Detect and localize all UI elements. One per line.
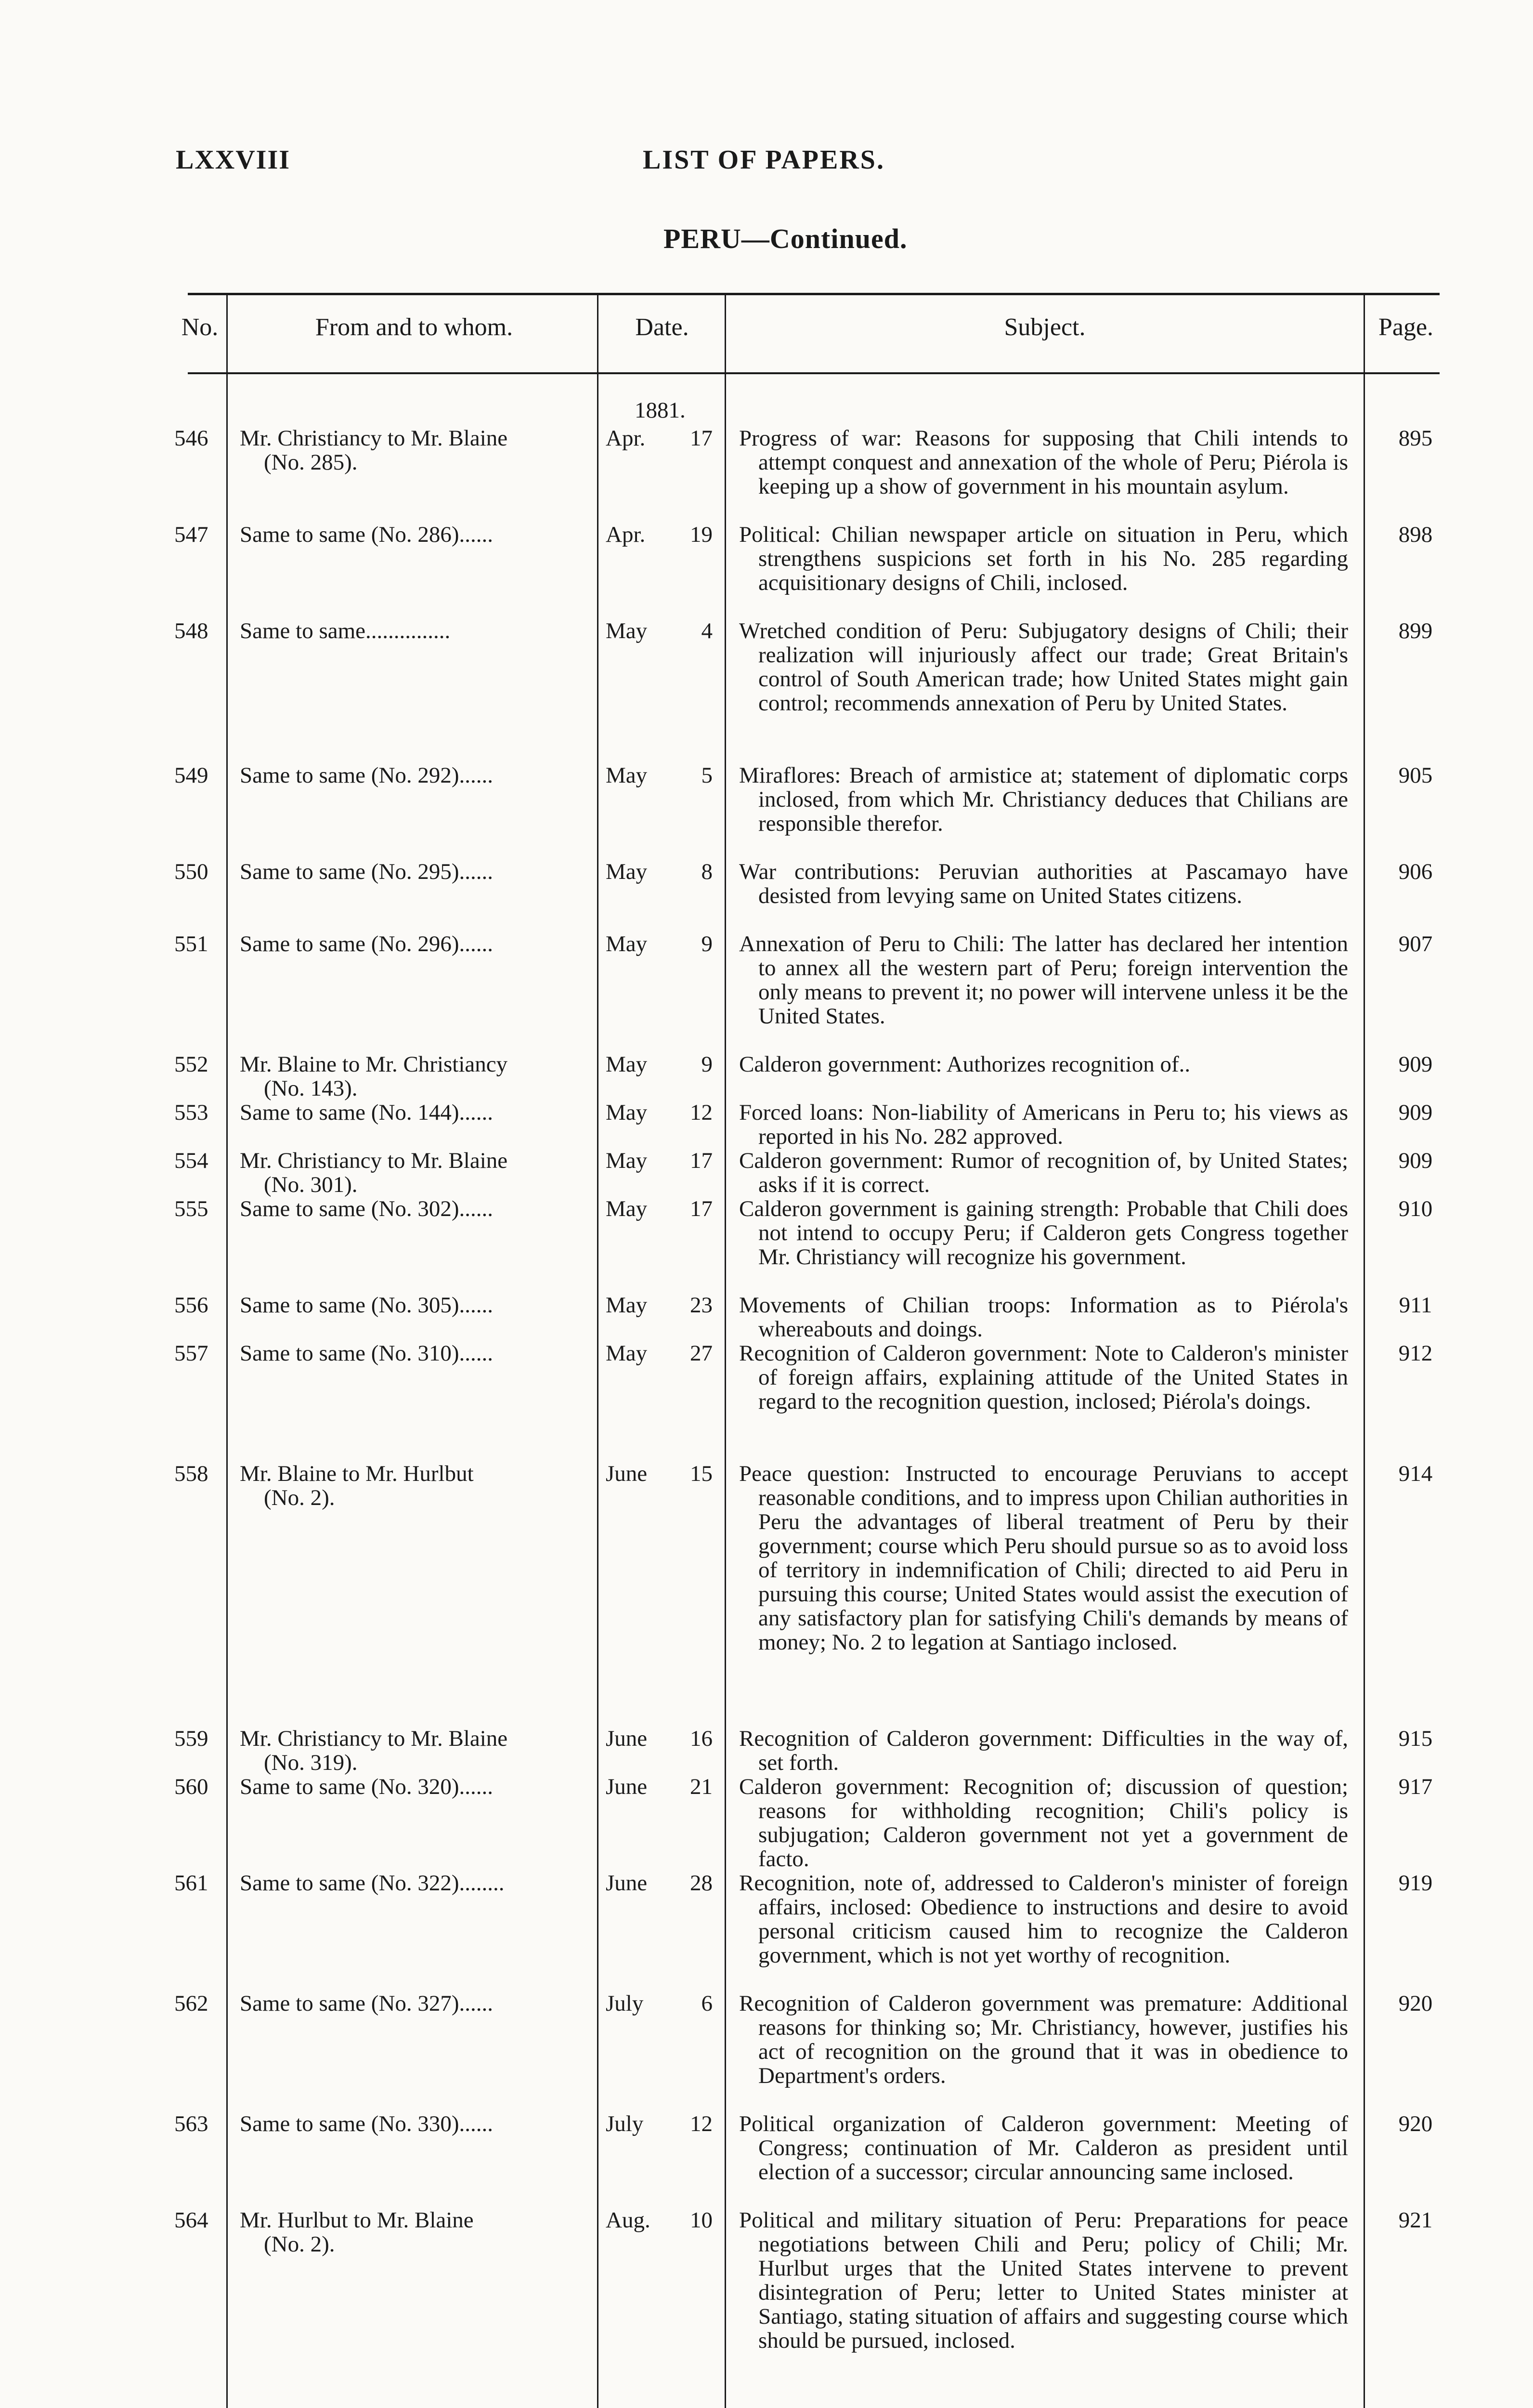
from-to-text: Same to same (No. 320)...... <box>240 1774 494 1799</box>
subject-cell <box>739 763 1348 836</box>
date-month: June <box>606 1726 648 1751</box>
page-reference: 909 <box>1398 1100 1433 1125</box>
subject-text: War contributions: Peruvian authorities at Pascamayo have desisted from levying same on United States citizens. <box>739 859 1348 908</box>
subject-cell <box>739 1100 1348 1149</box>
from-to-cell <box>240 1293 596 1317</box>
column-header-page: Page. <box>1378 314 1434 341</box>
row-number: 556 <box>174 1293 208 1318</box>
date-day: 19 <box>690 522 713 547</box>
row-number: 550 <box>174 859 208 884</box>
from-to-text: Same to same (No. 295)...... <box>240 859 494 884</box>
date-day: 6 <box>701 1991 713 2016</box>
row-number: 561 <box>174 1871 208 1896</box>
date-day: 4 <box>701 618 713 643</box>
from-to-text: Mr. Blaine to Mr. Hurlbut <box>240 1461 474 1486</box>
header-rule <box>188 372 1440 374</box>
page-reference: 912 <box>1398 1341 1433 1366</box>
date-day: 12 <box>690 1100 713 1125</box>
from-to-text: Same to same (No. 305)...... <box>240 1293 494 1318</box>
subject-text: Recognition, note of, addressed to Calderon's minister of foreign affairs, inclosed: Obedience to instructions and desire to avoid personal criticism caused him to recognize the Calderon government, which is not yet worthy of recognition. <box>739 1871 1348 1968</box>
year-label: 1881. <box>635 398 686 423</box>
date-month: May <box>606 618 648 643</box>
date-month: May <box>606 1100 648 1125</box>
date-month: May <box>606 859 648 884</box>
from-to-text: Same to same (No. 310)...... <box>240 1341 494 1366</box>
subject-text: Recognition of Calderon government was premature: Additional reasons for thinking so; Mr. Christiancy, however, justifies his act of recognition on the ground that it was in obedience to Department's orders. <box>739 1991 1348 2088</box>
subject-cell <box>739 1293 1348 1341</box>
date-month: May <box>606 1148 648 1173</box>
subject-cell <box>739 1149 1348 1197</box>
from-to-cell <box>240 2208 596 2256</box>
page-reference: 895 <box>1398 426 1433 451</box>
from-to-text: Mr. Hurlbut to Mr. Blaine <box>240 2208 474 2233</box>
from-to-cell <box>240 2112 596 2136</box>
page-reference: 917 <box>1398 1774 1433 1799</box>
row-number: 563 <box>174 2111 208 2136</box>
from-to-text: Same to same (No. 292)...... <box>240 763 494 788</box>
date-day: 23 <box>690 1293 713 1318</box>
subject-cell <box>739 619 1348 715</box>
from-to-cell <box>240 426 596 474</box>
date-month: May <box>606 763 648 788</box>
date-month: Apr. <box>606 426 646 451</box>
page-reference: 899 <box>1398 618 1433 643</box>
column-divider <box>725 295 726 2408</box>
from-to-cell <box>240 1149 596 1197</box>
subject-text: Calderon government: Authorizes recognition of.. <box>739 1052 1191 1077</box>
subject-text: Peace question: Instructed to encourage Peruvians to accept reasonable conditions, and to impress upon Chilian authorities in Peru the advantages of liberal treatment of Peru by their government; course which Peru should pursue so as to avoid loss of territory in indemnification of Chili; directed to aid Peru in pursuing this course; United States would assist the execution of any satisfactory plan for satisfying Chili's demands by means of money; No. 2 to legation at Santiago inclosed. <box>739 1461 1348 1655</box>
subject-text: Forced loans: Non-liability of Americans in Peru to; his views as reported in his No. 282 approved. <box>739 1100 1348 1149</box>
from-to-cell <box>240 1727 596 1775</box>
row-number: 560 <box>174 1774 208 1799</box>
column-header-from: From and to whom. <box>315 314 513 341</box>
from-to-cell <box>240 932 596 956</box>
date-day: 17 <box>690 1196 713 1221</box>
page-reference: 907 <box>1398 931 1433 956</box>
page-reference: 921 <box>1398 2208 1433 2233</box>
subject-cell <box>739 2208 1348 2353</box>
page-reference: 898 <box>1398 522 1433 547</box>
subject-cell <box>739 1341 1348 1413</box>
subject-text: Wretched condition of Peru: Subjugatory designs of Chili; their realization will injuriously affect our trade; Great Britain's control of South American trade; how United States might gain control; recommends annexation of Peru by United States. <box>739 618 1348 716</box>
from-to-cell <box>240 860 596 884</box>
subject-cell <box>739 860 1348 908</box>
from-to-text: Mr. Christiancy to Mr. Blaine <box>240 1726 508 1751</box>
from-to-text: Mr. Christiancy to Mr. Blaine <box>240 426 508 451</box>
from-to-cell <box>240 1052 596 1100</box>
dispatch-number: (No. 143). <box>264 1076 358 1101</box>
column-divider <box>226 295 228 2408</box>
date-month: May <box>606 1293 648 1318</box>
page-reference: 915 <box>1398 1726 1433 1751</box>
row-number: 548 <box>174 618 208 643</box>
page-reference: 906 <box>1398 859 1433 884</box>
row-number: 547 <box>174 522 208 547</box>
row-number: 549 <box>174 763 208 788</box>
date-day: 12 <box>690 2111 713 2136</box>
column-header-subject: Subject. <box>1004 314 1086 341</box>
top-rule <box>188 293 1440 295</box>
dispatch-number: (No. 301). <box>264 1172 358 1197</box>
date-day: 9 <box>701 931 713 956</box>
date-day: 8 <box>701 859 713 884</box>
page-reference: 909 <box>1398 1052 1433 1077</box>
subject-cell <box>739 426 1348 498</box>
from-to-text: Same to same (No. 286)...... <box>240 522 494 547</box>
from-to-text: Same to same (No. 327)...... <box>240 1991 494 2016</box>
date-month: May <box>606 1341 648 1366</box>
subject-text: Calderon government: Rumor of recognition of, by United States; asks if it is correct. <box>739 1148 1348 1197</box>
dispatch-number: (No. 319). <box>264 1750 358 1775</box>
from-to-text: Same to same (No. 144)...... <box>240 1100 494 1125</box>
from-to-text: Same to same (No. 302)...... <box>240 1196 494 1221</box>
dispatch-number: (No. 2). <box>264 1485 335 1510</box>
date-month: July <box>606 2111 644 2136</box>
page-reference: 920 <box>1398 1991 1433 2016</box>
from-to-text: Same to same............... <box>240 618 451 643</box>
from-to-text: Same to same (No. 322)........ <box>240 1871 505 1896</box>
row-number: 555 <box>174 1196 208 1221</box>
column-header-date: Date. <box>635 314 689 341</box>
from-to-cell <box>240 1991 596 2015</box>
from-to-cell <box>240 763 596 787</box>
column-divider <box>597 295 598 2408</box>
date-day: 5 <box>701 763 713 788</box>
page-reference: 910 <box>1398 1196 1433 1221</box>
subject-text: Recognition of Calderon government: Note to Calderon's minister of foreign affairs, explaining attitude of the United States in regard to the recognition question, inclosed; Piérola's doings. <box>739 1341 1348 1414</box>
date-day: 28 <box>690 1871 713 1896</box>
date-month: May <box>606 1196 648 1221</box>
page-reference: 914 <box>1398 1461 1433 1486</box>
row-number: 554 <box>174 1148 208 1173</box>
page-reference: 905 <box>1398 763 1433 788</box>
page-reference: 919 <box>1398 1871 1433 1896</box>
date-month: Aug. <box>606 2208 650 2233</box>
subject-text: Political organization of Calderon government: Meeting of Congress; continuation of Mr. Calderon as president until election of a successor; circular announcing same inclosed. <box>739 2111 1348 2185</box>
from-to-text: Same to same (No. 296)...... <box>240 931 494 956</box>
date-month: Apr. <box>606 522 646 547</box>
from-to-cell <box>240 1100 596 1125</box>
date-month: June <box>606 1774 648 1799</box>
row-number: 558 <box>174 1461 208 1486</box>
subject-text: Political: Chilian newspaper article on situation in Peru, which strengthens suspicions set forth in his No. 285 regarding acquisitionary designs of Chili, inclosed. <box>739 522 1348 595</box>
subject-cell <box>739 2112 1348 2184</box>
subject-cell <box>739 1727 1348 1775</box>
page-title: LIST OF PAPERS. <box>643 145 885 175</box>
column-header-no: No. <box>181 314 219 341</box>
date-day: 27 <box>690 1341 713 1366</box>
date-day: 21 <box>690 1774 713 1799</box>
section-subtitle: PERU—Continued. <box>663 223 908 254</box>
subject-text: Calderon government is gaining strength: Probable that Chili does not intend to occupy Peru; if Calderon gets Congress together Mr. Christiancy will recognize his government. <box>739 1196 1348 1269</box>
dispatch-number: (No. 285). <box>264 450 358 475</box>
subject-cell <box>739 1775 1348 1871</box>
date-day: 16 <box>690 1726 713 1751</box>
subject-text: Calderon government: Recognition of; discussion of question; reasons for withholding recognition; Chili's policy is subjugation; Calderon government not yet a government de facto. <box>739 1774 1348 1871</box>
date-month: July <box>606 1991 644 2016</box>
subject-cell <box>739 1462 1348 1654</box>
from-to-text: Mr. Christiancy to Mr. Blaine <box>240 1148 508 1173</box>
date-day: 15 <box>690 1461 713 1486</box>
page-reference: 909 <box>1398 1148 1433 1173</box>
row-number: 559 <box>174 1726 208 1751</box>
subject-cell <box>739 1197 1348 1269</box>
date-day: 17 <box>690 426 713 451</box>
from-to-cell <box>240 1871 596 1895</box>
date-month: June <box>606 1871 648 1896</box>
from-to-cell <box>240 1197 596 1221</box>
date-day: 17 <box>690 1148 713 1173</box>
page-reference: 911 <box>1399 1293 1432 1318</box>
subject-cell <box>739 1052 1348 1076</box>
row-number: 553 <box>174 1100 208 1125</box>
column-divider <box>1364 295 1365 2408</box>
page-reference: 920 <box>1398 2111 1433 2136</box>
subject-cell <box>739 523 1348 595</box>
from-to-cell <box>240 619 596 643</box>
from-to-cell <box>240 1462 596 1510</box>
from-to-text: Mr. Blaine to Mr. Christiancy <box>240 1052 508 1077</box>
subject-text: Recognition of Calderon government: Difficulties in the way of, set forth. <box>739 1726 1348 1775</box>
from-to-cell <box>240 1775 596 1799</box>
subject-text: Political and military situation of Peru: Preparations for peace negotiations between Chili and Peru; policy of Chili; Mr. Hurlbut urges that the United States intervene to prevent disintegration of Peru; letter to United States minister at Santiago, stating situation of affairs and suggesting course which should be pursued, inclosed. <box>739 2208 1348 2353</box>
date-month: June <box>606 1461 648 1486</box>
row-number: 564 <box>174 2208 208 2233</box>
page-number: LXXVIII <box>176 145 291 175</box>
subject-text: Movements of Chilian troops: Information as to Piérola's whereabouts and doings. <box>739 1293 1348 1342</box>
from-to-text: Same to same (No. 330)...... <box>240 2111 494 2136</box>
row-number: 551 <box>174 931 208 956</box>
subject-text: Progress of war: Reasons for supposing that Chili intends to attempt conquest and annexation of the whole of Peru; Piérola is keeping up a show of government in his mountain asylum. <box>739 426 1348 499</box>
row-number: 552 <box>174 1052 208 1077</box>
row-number: 562 <box>174 1991 208 2016</box>
date-month: May <box>606 1052 648 1077</box>
date-day: 9 <box>701 1052 713 1077</box>
from-to-cell <box>240 1341 596 1365</box>
row-number: 546 <box>174 426 208 451</box>
subject-text: Annexation of Peru to Chili: The latter has declared her intention to annex all the western part of Peru; foreign intervention the only means to prevent it; no power will intervene unless it be the United States. <box>739 931 1348 1029</box>
subject-cell <box>739 932 1348 1028</box>
from-to-cell <box>240 523 596 547</box>
date-day: 10 <box>690 2208 713 2233</box>
date-month: May <box>606 931 648 956</box>
subject-cell <box>739 1871 1348 1967</box>
dispatch-number: (No. 2). <box>264 2232 335 2257</box>
subject-cell <box>739 1991 1348 2088</box>
row-number: 557 <box>174 1341 208 1366</box>
subject-text: Miraflores: Breach of armistice at; statement of diplomatic corps inclosed, from which Mr. Christiancy deduces that Chilians are responsible therefor. <box>739 763 1348 836</box>
